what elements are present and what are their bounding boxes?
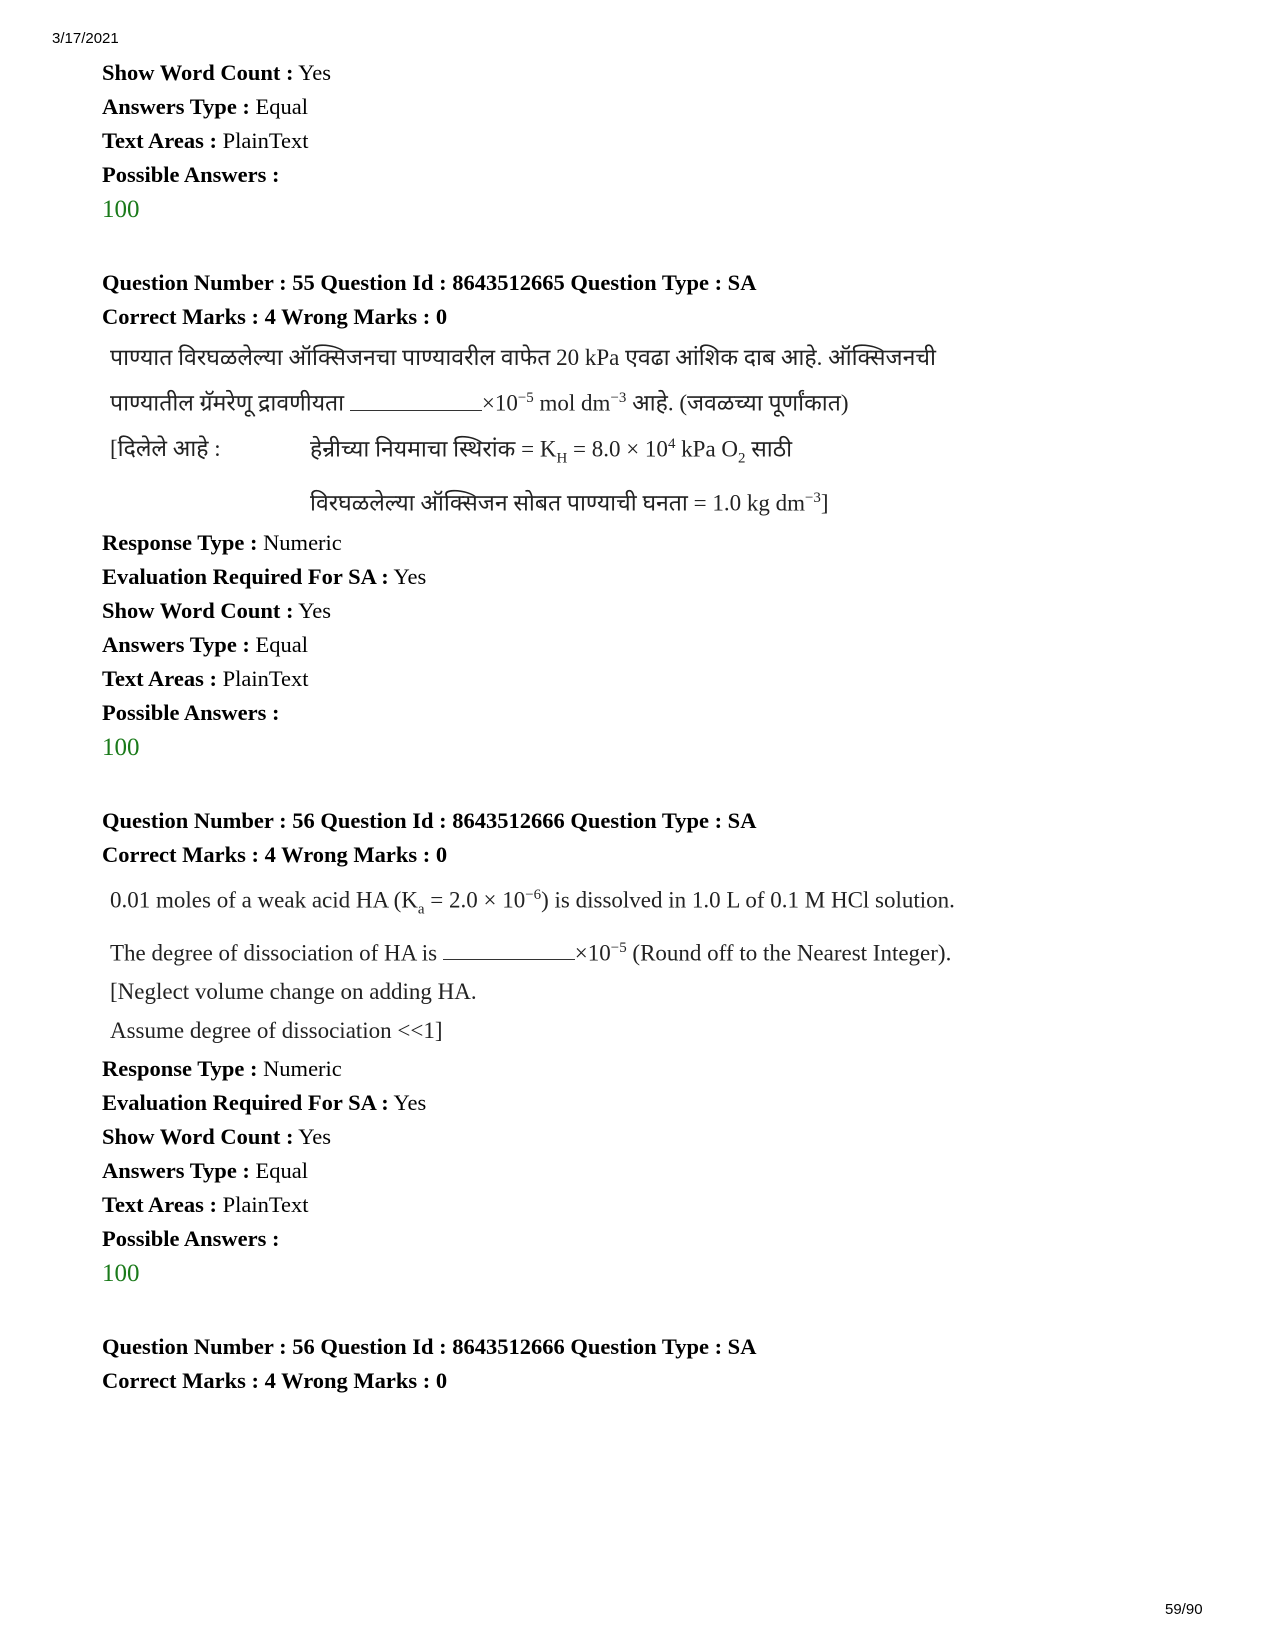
- field-show-word-count: Show Word Count : Yes: [102, 60, 332, 85]
- question-marks: Correct Marks : 4 Wrong Marks : 0: [102, 1368, 448, 1394]
- question-text-line: पाण्यातील ग्रॅमरेणू द्रावणीयता $\times 10^{-5}$ mol $dm^{-3}$ आहे. (जवळच्या पूर्णांकात): [110, 390, 849, 416]
- question-text-line: पाण्यात विरघळलेल्या ऑक्सिजनचा पाण्यावरील वाफेत 20 kPa एवढा आंशिक दाब आहे. ऑक्सिजनची: [110, 345, 936, 370]
- field-show-word-count: Show Word Count : Yes: [102, 597, 332, 623]
- question-text-line: 0.01 moles of a weak acid HA $(K_a = 2.0 \times 10^{-6})$ is dissolved in 1.0 L of 0.1 M HCl solution.: [110, 886, 955, 917]
- question-header: Question Number : 55 Question Id : 8643512665 Question Type : SA: [102, 270, 757, 295]
- question-56: [102, 804, 1202, 1293]
- question-text-line: The degree of dissociation of HA is $\times 10^{-5}$ (Round off to the Nearest Integer).: [110, 939, 952, 966]
- question-text-line: विरघळलेल्या ऑक्सिजन सोबत पाण्याची घनता = 1.0 kg $dm^{-3}$]: [310, 489, 829, 516]
- question-header: Question Number : 56 Question Id : 8643512666 Question Type : SA: [102, 807, 757, 833]
- field-possible-answers: Possible Answers :: [102, 699, 280, 725]
- page-number: 59/90: [1165, 1601, 1203, 1618]
- page-date: 3/17/2021: [52, 30, 119, 47]
- possible-answer-value: 100: [102, 1260, 140, 1288]
- question-header: Question Number : 56 Question Id : 8643512666 Question Type : SA: [102, 1334, 757, 1360]
- field-evaluation-required: Evaluation Required For SA : Yes: [102, 563, 427, 589]
- field-text-areas: Text Areas : PlainText: [102, 1192, 309, 1218]
- top-block: [102, 56, 1202, 228]
- field-response-type: Response Type : Numeric: [102, 529, 342, 555]
- question-55: [102, 266, 1202, 766]
- field-text-areas: Text Areas : PlainText: [102, 665, 309, 691]
- page-content: [102, 56, 1202, 1398]
- question-text-line: Assume degree of dissociation <<1]: [110, 1018, 443, 1044]
- question-marks: Correct Marks : 4 Wrong Marks : 0: [102, 304, 448, 329]
- field-answers-type: Answers Type : Equal: [102, 631, 309, 657]
- field-possible-answers: Possible Answers :: [102, 1226, 280, 1252]
- question-body: [110, 876, 1202, 1051]
- possible-answer-value: 100: [102, 733, 140, 761]
- field-text-areas: Text Areas : PlainText: [102, 128, 309, 153]
- possible-answer-value: 100: [102, 196, 140, 223]
- field-evaluation-required: Evaluation Required For SA : Yes: [102, 1090, 427, 1116]
- field-response-type: Response Type : Numeric: [102, 1056, 342, 1082]
- question-56-repeat: [102, 1330, 1202, 1398]
- field-possible-answers: Possible Answers :: [102, 162, 280, 187]
- answer-blank: [350, 392, 482, 411]
- field-show-word-count: Show Word Count : Yes: [102, 1124, 332, 1150]
- answer-blank: [443, 941, 575, 960]
- question-marks: Correct Marks : 4 Wrong Marks : 0: [102, 841, 448, 867]
- question-text-line: [Neglect volume change on adding HA.: [110, 979, 477, 1005]
- field-answers-type: Answers Type : Equal: [102, 94, 309, 119]
- field-answers-type: Answers Type : Equal: [102, 1158, 309, 1184]
- question-text-line: [दिलेले आहे : हेन्रीच्या नियमाचा स्थिरांक = $K_H = 8.0 \times 10^4$ kPa $O_2$ साठी: [110, 435, 793, 466]
- question-body: [110, 338, 1202, 524]
